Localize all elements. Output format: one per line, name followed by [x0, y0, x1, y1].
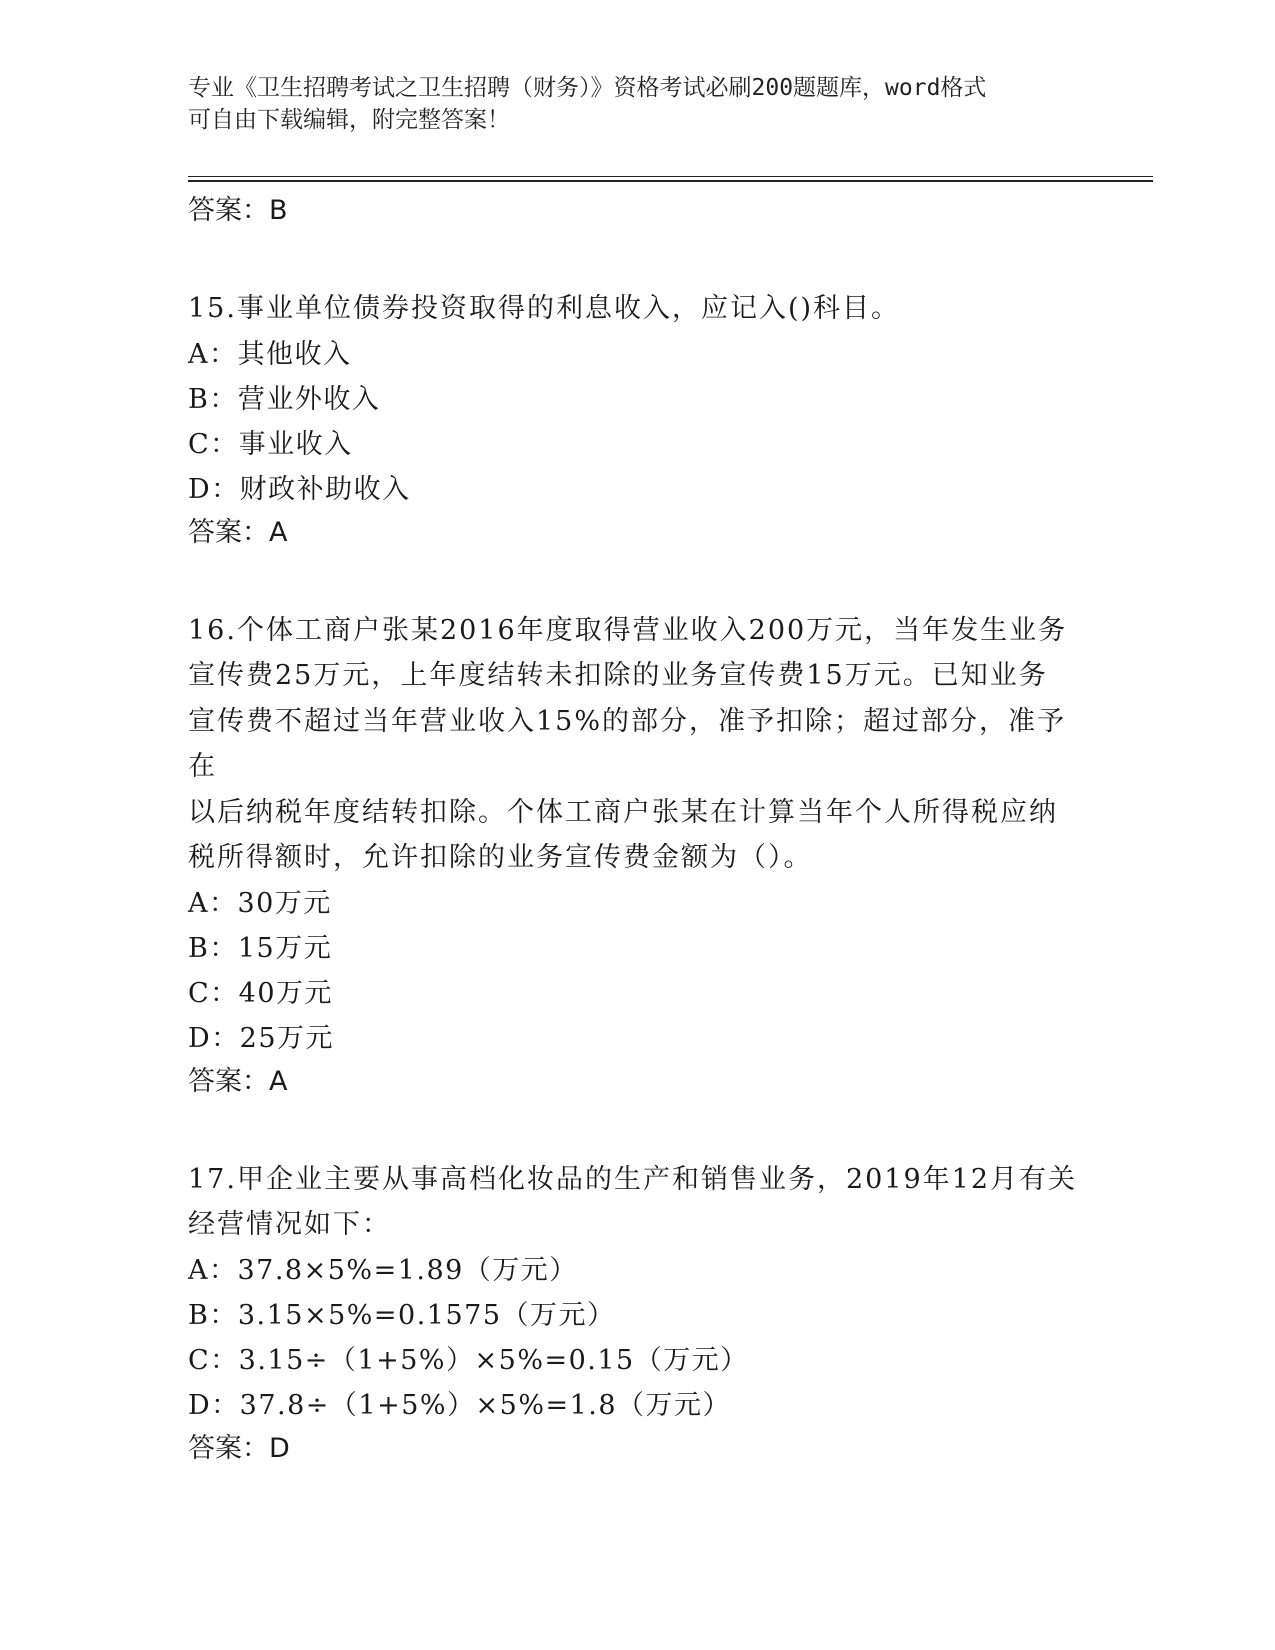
answer-line: 答案：A [188, 516, 288, 548]
answer-line: 答案：B [188, 195, 288, 226]
option-b: B：15万元 [188, 932, 333, 964]
question-17 [188, 1157, 1088, 1476]
option-b: B：3.15×5%=0.1575（万元） [188, 1299, 616, 1331]
question-text-line: 16.个体工商户张某2016年度取得营业收入200万元，当年发生业务 [188, 614, 1068, 646]
header-line-1: 专业《卫生招聘考试之卫生招聘（财务）》资格考试必刷200题题库，word格式 [188, 75, 987, 101]
option-a: A：37.8×5%=1.89（万元） [188, 1254, 578, 1286]
question-text-line: 税所得额时，允许扣除的业务宣传费金额为（）。 [188, 842, 813, 873]
header-divider-thin [188, 176, 1153, 177]
question-text [188, 1157, 1088, 1248]
option-b: B：营业外收入 [188, 383, 381, 415]
question-15 [188, 286, 1088, 560]
question-16 [188, 608, 1088, 1109]
document-header [188, 72, 1068, 136]
question-text-line: 经营情况如下： [188, 1209, 391, 1240]
question-text: 15.事业单位债券投资取得的利息收入，应记入()科目。 [188, 293, 901, 324]
option-c: C：40万元 [188, 977, 334, 1009]
option-a: A：其他收入 [188, 338, 352, 370]
option-a: A：30万元 [188, 887, 332, 919]
option-d: D：25万元 [188, 1022, 335, 1054]
option-c: C：事业收入 [188, 428, 353, 460]
document-body [188, 190, 1088, 1476]
header-divider-thick [188, 180, 1153, 182]
answer-line: 答案：A [188, 1065, 288, 1097]
answer-line: 答案：D [188, 1432, 290, 1464]
option-c: C：3.15÷（1+5%）×5%=0.15（万元） [188, 1344, 749, 1376]
question-text-line: 宣传费25万元，上年度结转未扣除的业务宣传费15万元。已知业务 [188, 660, 1048, 691]
question-text [188, 608, 1088, 881]
header-line-2: 可自由下载编辑，附完整答案！ [188, 107, 510, 133]
option-d: D：37.8÷（1+5%）×5%=1.8（万元） [188, 1389, 732, 1421]
question-text-line: 宣传费不超过当年营业收入15%的部分，准予扣除；超过部分，准予在 [188, 705, 1067, 782]
option-d: D：财政补助收入 [188, 473, 411, 505]
question-text-line: 17.甲企业主要从事高档化妆品的生产和销售业务，2019年12月有关 [188, 1163, 1078, 1195]
question-text-line: 以后纳税年度结转扣除。个体工商户张某在计算当年个人所得税应纳 [188, 796, 1058, 828]
